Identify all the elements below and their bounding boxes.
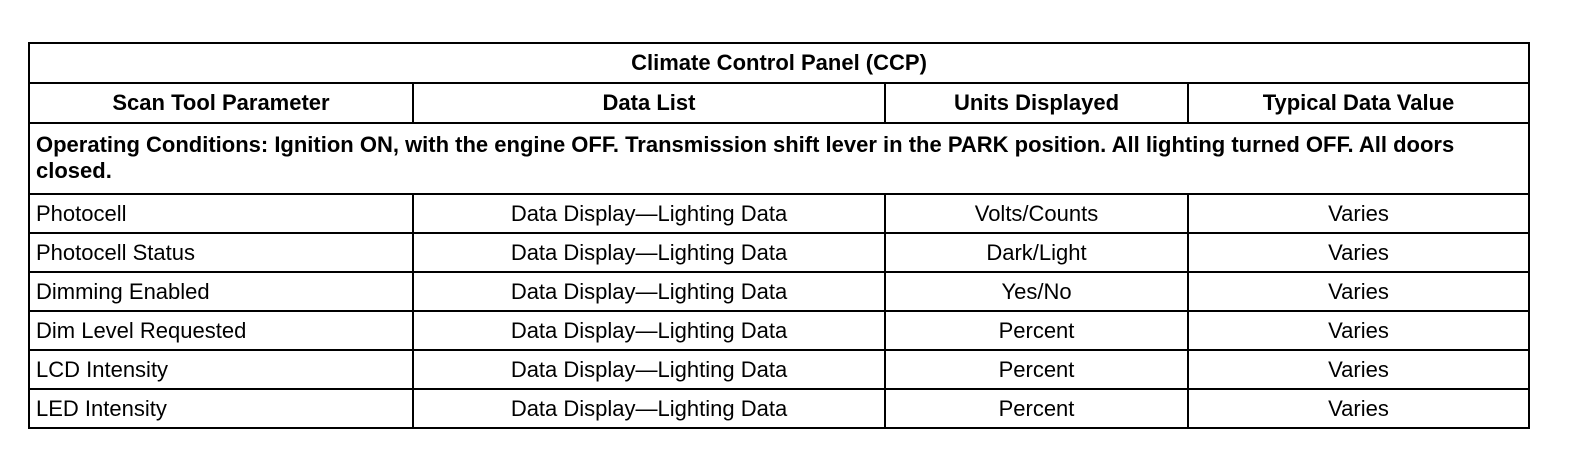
typical-value-cell: Varies	[1188, 389, 1529, 428]
data-list-cell: Data Display—Lighting Data	[413, 272, 885, 311]
typical-value-cell: Varies	[1188, 350, 1529, 389]
parameter-cell: Photocell Status	[29, 233, 413, 272]
parameter-cell: Dimming Enabled	[29, 272, 413, 311]
data-list-cell: Data Display—Lighting Data	[413, 194, 885, 233]
table-row	[29, 311, 1529, 350]
units-cell: Percent	[885, 311, 1188, 350]
units-cell: Dark/Light	[885, 233, 1188, 272]
units-cell: Volts/Counts	[885, 194, 1188, 233]
typical-value-cell: Varies	[1188, 233, 1529, 272]
table-title-row	[29, 43, 1529, 83]
table-row	[29, 272, 1529, 311]
units-cell: Percent	[885, 389, 1188, 428]
table-row	[29, 233, 1529, 272]
typical-value-cell: Varies	[1188, 194, 1529, 233]
parameter-cell: Photocell	[29, 194, 413, 233]
parameter-cell: LCD Intensity	[29, 350, 413, 389]
column-header-typical-data-value: Typical Data Value	[1188, 83, 1529, 123]
table-row	[29, 350, 1529, 389]
typical-value-cell: Varies	[1188, 311, 1529, 350]
column-header-data-list: Data List	[413, 83, 885, 123]
typical-value-cell: Varies	[1188, 272, 1529, 311]
units-cell: Yes/No	[885, 272, 1188, 311]
table-row	[29, 194, 1529, 233]
data-list-cell: Data Display—Lighting Data	[413, 389, 885, 428]
data-list-cell: Data Display—Lighting Data	[413, 311, 885, 350]
data-list-cell: Data Display—Lighting Data	[413, 350, 885, 389]
scan-tool-data-table	[28, 42, 1530, 429]
parameter-cell: LED Intensity	[29, 389, 413, 428]
data-list-cell: Data Display—Lighting Data	[413, 233, 885, 272]
column-header-scan-tool-parameter: Scan Tool Parameter	[29, 83, 413, 123]
table-header-row	[29, 83, 1529, 123]
table-row	[29, 389, 1529, 428]
parameter-cell: Dim Level Requested	[29, 311, 413, 350]
table-title: Climate Control Panel (CCP)	[29, 43, 1529, 83]
units-cell: Percent	[885, 350, 1188, 389]
operating-conditions-text: Operating Conditions: Ignition ON, with the engine OFF. Transmission shift lever in the PARK position. All lighting turned OFF. All doors closed.	[29, 123, 1529, 194]
operating-conditions-row	[29, 123, 1529, 194]
column-header-units-displayed: Units Displayed	[885, 83, 1188, 123]
